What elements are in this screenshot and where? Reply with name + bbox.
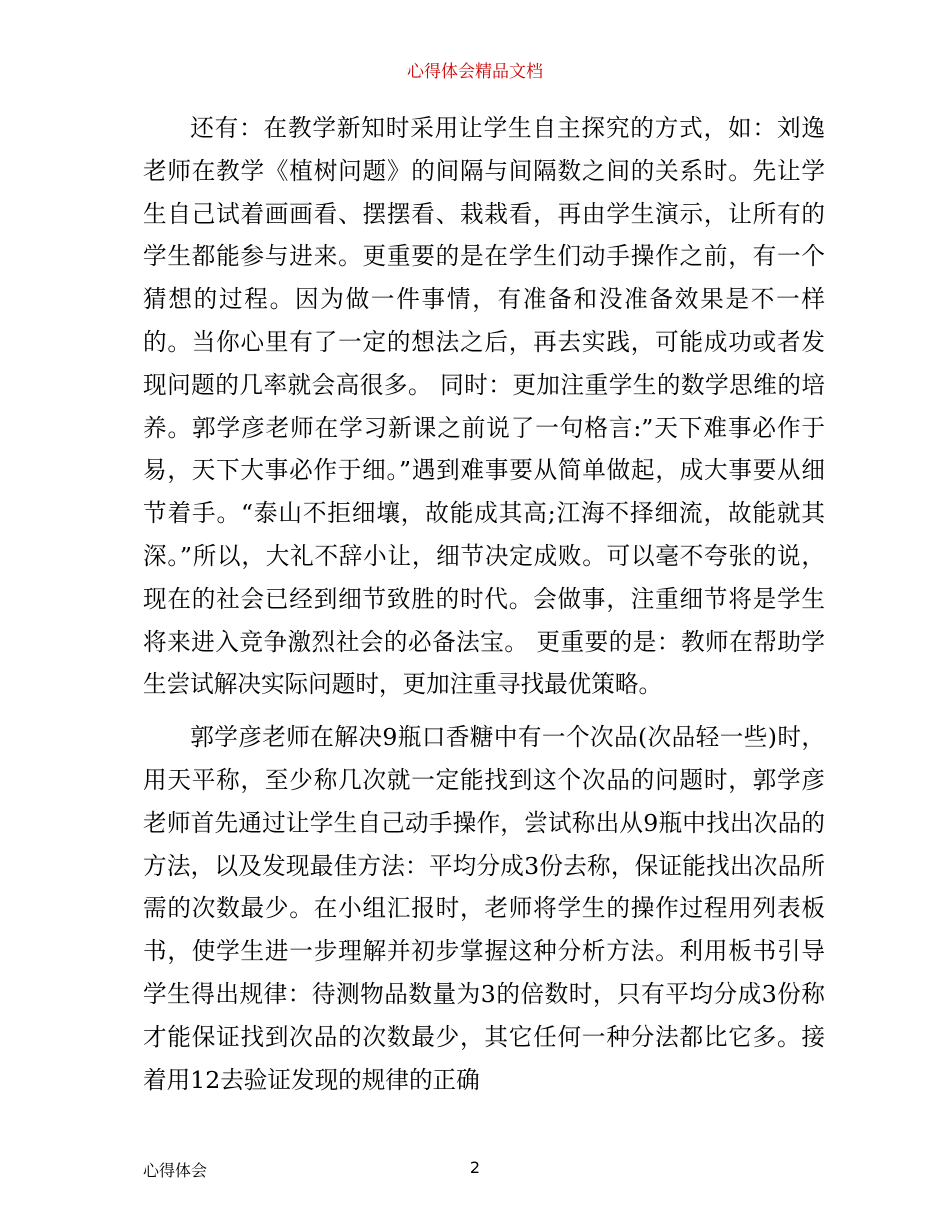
page-number: 2 <box>469 1158 481 1177</box>
page-header-title: 心得体会精品文档 <box>407 62 543 82</box>
document-body <box>143 107 825 1111</box>
paragraph-2: 郭学彦老师在解决9瓶口香糖中有一个次品(次品轻一些)时，用天平称，至少称几次就一定能找到这个次品的问题时，郭学彦老师首先通过让学生自己动手操作，尝试称出从9瓶中找出次品的方法，以及发现最佳方法：平均分成3份去称，保证能找出次品所需的次数最少。在小组汇报时，老师将学生的操作过程用列表板书，使学生进一步理解并初步掌握这种分析方法。利用板书引导学生得出规律：待测物品数量为3的倍数时，只有平均分成3份称才能保证找到次品的次数最少，其它任何一种分法都比它多。接着用12去验证发现的规律的正确 <box>143 723 825 1094</box>
footer-label: 心得体会 <box>143 1161 208 1180</box>
paragraph-1: 还有：在教学新知时采用让学生自主探究的方式，如：刘逸老师在教学《植树问题》的间隔与间隔数之间的关系时。先让学生自己试着画画看、摆摆看、栽栽看，再由学生演示，让所有的学生都能参与进来。更重要的是在学生们动手操作之前，有一个猜想的过程。因为做一件事情，有准备和没准备效果是不一样的。当你心里有了一定的想法之后，再去实践，可能成功或者发现问题的几率就会高很多。 同时：更加注重学生的数学思维的培养。郭学彦老师在学习新课之前说了一句格言:”天下难事必作于易，天下大事必作于细。”遇到难事要从简单做起，成大事要从细节着手。“泰山不拒细壤，故能成其高;江海不择细流，故能就其深。”所以，大礼不辞小让，细节决定成败。可以毫不夸张的说，现在的社会已经到细节致胜的时代。会做事，注重细节将是学生将来进入竞争激烈社会的必备法宝。 更重要的是：教师在帮助学生尝试解决实际问题时，更加注重寻找最优策略。 <box>143 114 825 699</box>
